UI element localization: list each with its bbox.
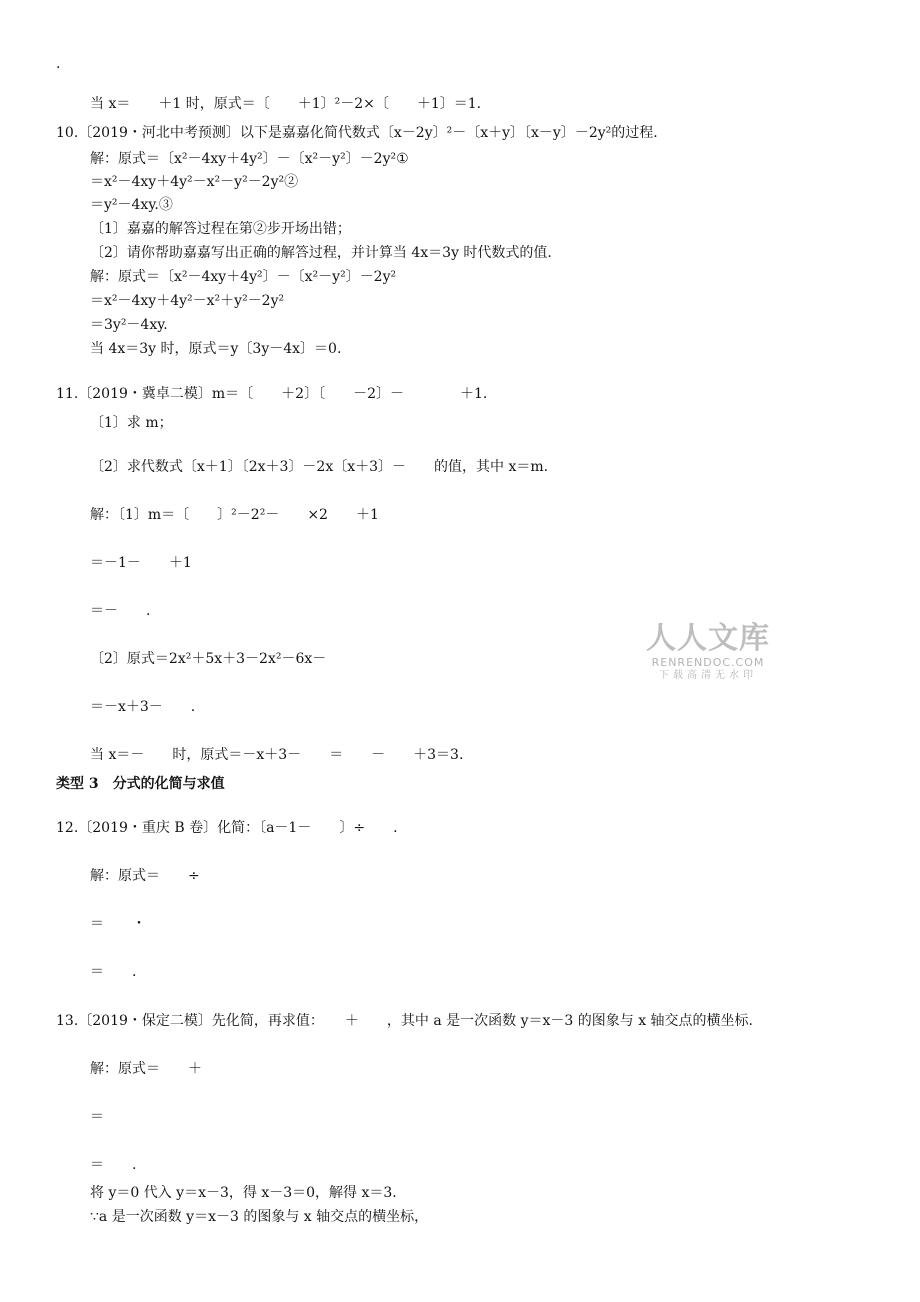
text-line: 〔1〕嘉嘉的解答过程在第②步开场出错；: [90, 221, 351, 237]
text-line: ＝－ .: [90, 603, 151, 619]
text-line: ＝x²－4xy＋4y²－x²－y²－2y²②: [90, 174, 299, 190]
text-line: ＝: [90, 1109, 104, 1125]
watermark-tagline: 下载高清无水印: [659, 670, 757, 681]
text-line: 解：〔1〕m＝〔 〕²－2²－ ×2 ＋1: [90, 507, 379, 523]
text-line: 当 x＝ ＋1 时，原式＝〔 ＋1〕²－2×〔 ＋1〕＝1.: [90, 96, 482, 112]
text-line: ＝y²－4xy.③: [90, 197, 173, 213]
text-line: 当 4x＝3y 时，原式＝y〔3y－4x〕＝0.: [90, 341, 342, 357]
text-line: ＝ ・: [90, 916, 146, 932]
text-line: ∵a 是一次函数 y＝x－3 的图象与 x 轴交点的横坐标，: [90, 1209, 429, 1225]
text-line: 〔2〕求代数式〔x＋1〕〔2x＋3〕－2x〔x＋3〕－ 的值，其中 x＝m.: [90, 459, 549, 475]
text-line: ＝3y²－4xy.: [90, 317, 168, 333]
text-line: ＝ .: [90, 1157, 137, 1173]
text-line: 〔2〕请你帮助嘉嘉写出正确的解答过程，并计算当 4x＝3y 时代数式的值.: [90, 245, 552, 261]
watermark-logo: [644, 622, 772, 682]
text-line: 当 x＝－ 时，原式＝－x＋3－ ＝ － ＋3＝3.: [90, 747, 464, 763]
text-line: 将 y＝0 代入 y＝x－3，得 x－3＝0，解得 x＝3.: [90, 1185, 397, 1201]
text-line: ＝x²－4xy＋4y²－x²＋y²－2y²: [90, 293, 285, 309]
text-line: 〔1〕求 m；: [90, 415, 173, 431]
watermark-domain: RENRENDOC.COM: [651, 656, 765, 669]
problem-11-heading: 11.〔2019・冀卓二模〕m＝〔 ＋2〕〔 －2〕－ ＋1.: [56, 386, 488, 402]
text-line: 解：原式＝ ÷: [90, 868, 200, 884]
problem-10-heading: 10.〔2019・河北中考预测〕以下是嘉嘉化简代数式〔x－2y〕²－〔x＋y〕〔x－y〕－2y²的过程.: [56, 125, 658, 141]
text-line: ＝ .: [90, 964, 137, 980]
text-line: 解：原式＝〔x²－4xy＋4y²〕－〔x²－y²〕－2y²①: [90, 151, 409, 167]
text-line: ＝－x＋3－ .: [90, 699, 196, 715]
section-heading: 类型 3 分式的化简与求值: [56, 776, 225, 792]
problem-13-heading: 13.〔2019・保定二模〕先化简，再求值： ＋ ，其中 a 是一次函数 y＝x－3 的图象与 x 轴交点的横坐标.: [56, 1013, 753, 1029]
text-line: ＝－1－ ＋1: [90, 555, 192, 571]
text-line: 解：原式＝ ＋: [90, 1061, 202, 1077]
text-line: 〔2〕原式＝2x²＋5x＋3－2x²－6x－: [90, 651, 327, 667]
stray-dot: .: [56, 56, 61, 72]
watermark-title: 人人文库: [646, 621, 770, 656]
problem-12-heading: 12.〔2019・重庆 B 卷〕化简：〔a－1－ 〕÷ .: [56, 820, 398, 836]
text-line: 解：原式＝〔x²－4xy＋4y²〕－〔x²－y²〕－2y²: [90, 269, 397, 285]
